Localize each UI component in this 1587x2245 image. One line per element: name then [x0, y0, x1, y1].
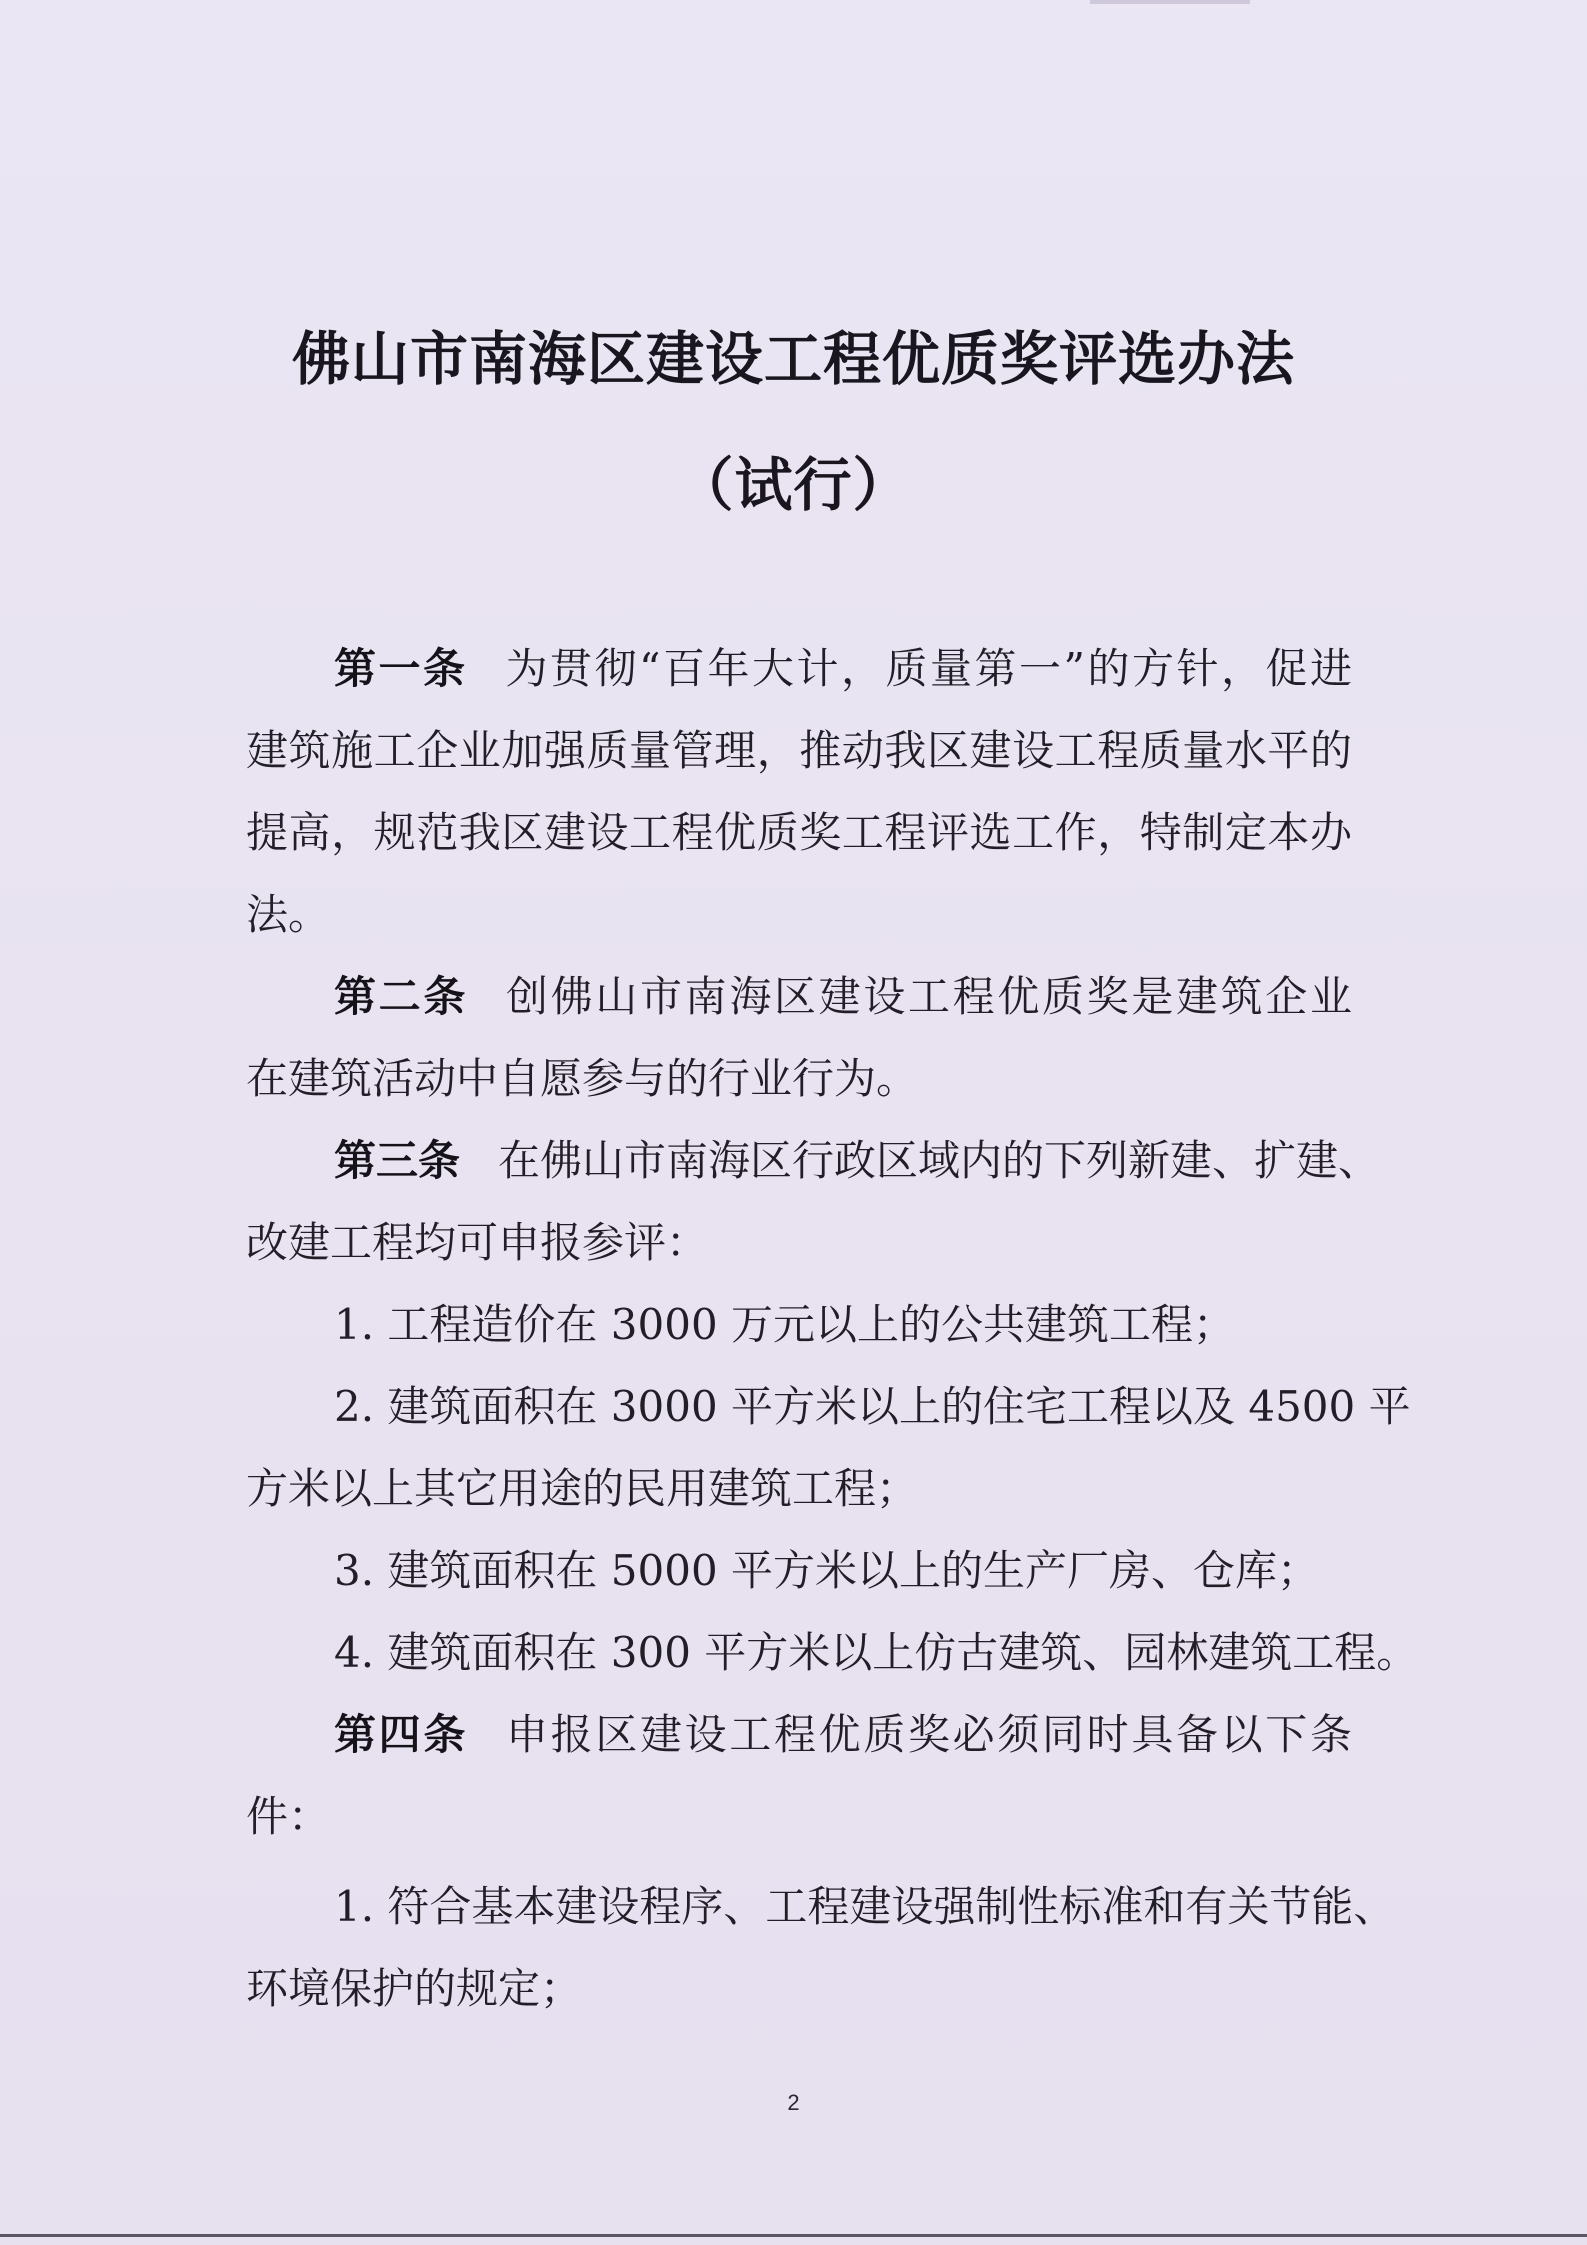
article-3-item-2-line-1: 2. 建筑面积在 3000 平方米以上的住宅工程以及 4500 平: [334, 1382, 1411, 1431]
article-2-line-2: 在建筑活动中自愿参与的行业行为。: [246, 1054, 919, 1103]
article-2-text-1: 创佛山市南海区建设工程优质奖是建筑企业: [506, 972, 1352, 1021]
article-3-label: 第三条: [334, 1136, 461, 1185]
document-title: 佛山市南海区建设工程优质奖评选办法: [291, 325, 1295, 393]
article-1-line-2: 建筑施工企业加强质量管理，推动我区建设工程质量水平的: [246, 726, 1352, 775]
article-4-text-1: 申报区建设工程优质奖必须同时具备以下条: [506, 1710, 1352, 1759]
article-4-line-1: [334, 1702, 1352, 1762]
page-number: 2: [787, 2090, 800, 2115]
article-1-line-4: 法。: [246, 890, 331, 939]
scan-bottom-edge: [0, 2234, 1587, 2237]
article-1-label: 第一条: [334, 644, 468, 693]
article-2-line-1: [334, 964, 1352, 1024]
article-1-line-3: 提高，规范我区建设工程优质奖工程评选工作，特制定本办: [246, 808, 1352, 857]
article-3-item-3: 3. 建筑面积在 5000 平方米以上的生产厂房、仓库；: [334, 1546, 1320, 1595]
document-subtitle: （试行）: [675, 451, 912, 519]
article-3-item-1: 1. 工程造价在 3000 万元以上的公共建筑工程；: [334, 1300, 1236, 1349]
article-1-line-1: [334, 636, 1352, 696]
article-2-label: 第二条: [334, 972, 468, 1021]
article-4-item-1-line-1: 1. 符合基本建设程序、工程建设强制性标准和有关节能、: [334, 1882, 1396, 1931]
article-1-text-1: 为贯彻“百年大计，质量第一”的方针，促进: [505, 644, 1352, 693]
article-4-item-1-line-2: 环境保护的规定；: [246, 1964, 583, 2013]
scan-edge-mark: [1090, 0, 1250, 4]
article-3-line-1: [334, 1128, 1381, 1188]
article-3-item-4: 4. 建筑面积在 300 平方米以上仿古建筑、园林建筑工程。: [334, 1628, 1419, 1677]
article-3-item-2-line-2: 方米以上其它用途的民用建筑工程；: [246, 1464, 919, 1513]
article-4-line-2: 件：: [246, 1792, 331, 1841]
article-4-label: 第四条: [334, 1710, 468, 1759]
article-3-line-2: 改建工程均可申报参评：: [246, 1218, 709, 1267]
article-3-text-1: 在佛山市南海区行政区域内的下列新建、扩建、: [498, 1136, 1381, 1185]
